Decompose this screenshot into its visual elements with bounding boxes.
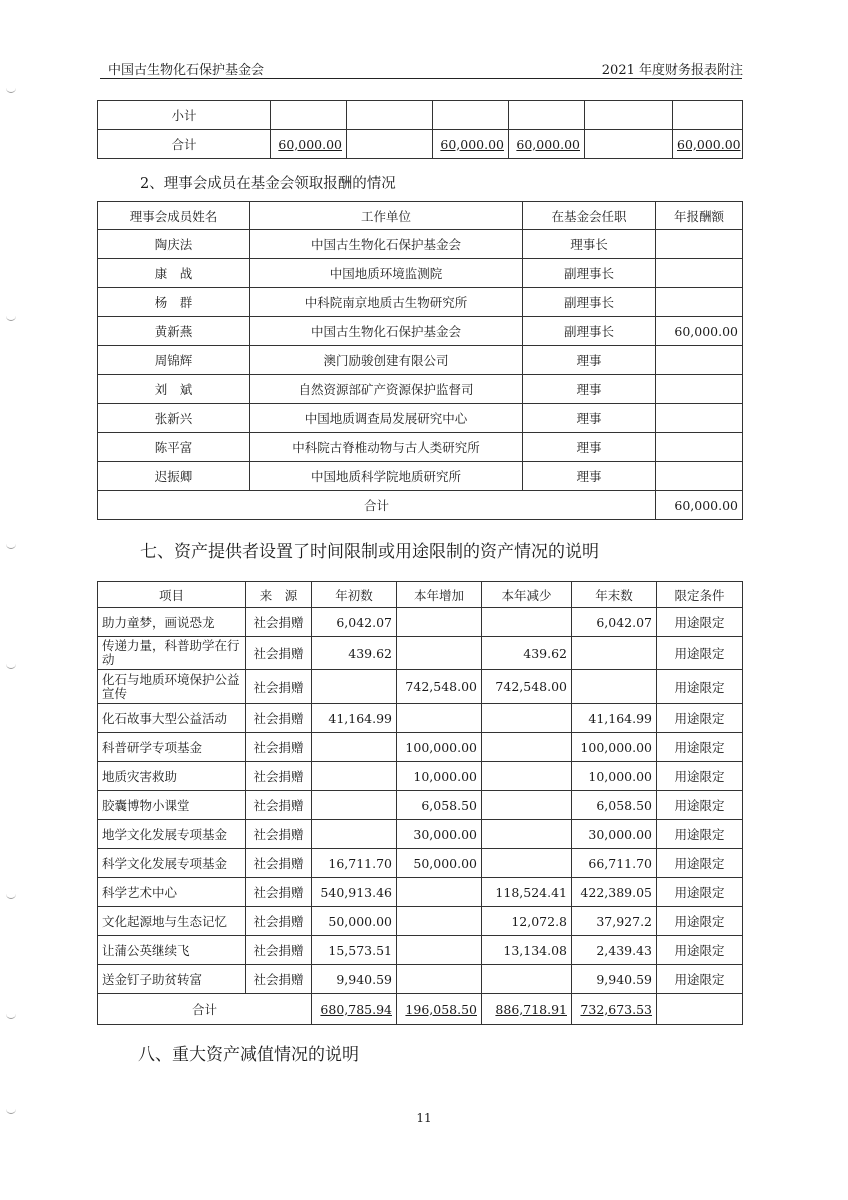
item-name: 胶囊博物小课堂 (98, 791, 246, 820)
member-pay (656, 404, 743, 433)
table-row (98, 375, 743, 404)
item-source: 社会捐赠 (246, 637, 312, 670)
table-row (98, 791, 743, 820)
member-role: 理事长 (523, 230, 656, 259)
table-row (98, 404, 743, 433)
item-cond: 用途限定 (657, 733, 743, 762)
item-end: 9,940.59 (572, 965, 657, 994)
item-name: 科普研学专项基金 (98, 733, 246, 762)
table-row (98, 433, 743, 462)
item-name: 化石故事大型公益活动 (98, 704, 246, 733)
member-role: 理事 (523, 433, 656, 462)
member-name: 刘 斌 (98, 375, 250, 404)
item-begin: 16,711.70 (312, 849, 397, 878)
table-row (98, 462, 743, 491)
member-pay (656, 288, 743, 317)
item-name: 文化起源地与生态记忆 (98, 907, 246, 936)
item-dec (482, 608, 572, 637)
member-name: 张新兴 (98, 404, 250, 433)
item-source: 社会捐赠 (246, 733, 312, 762)
item-begin (312, 733, 397, 762)
table-row (98, 965, 743, 994)
member-org: 中科院古脊椎动物与古人类研究所 (250, 433, 523, 462)
member-pay (656, 230, 743, 259)
table-row (98, 907, 743, 936)
member-pay (656, 346, 743, 375)
member-pay (656, 433, 743, 462)
member-role: 副理事长 (523, 288, 656, 317)
member-pay: 60,000.00 (656, 317, 743, 346)
item-end (572, 637, 657, 670)
item-begin: 9,940.59 (312, 965, 397, 994)
item-cond: 用途限定 (657, 704, 743, 733)
table-total-row (98, 994, 743, 1025)
item-dec: 13,134.08 (482, 936, 572, 965)
item-dec (482, 704, 572, 733)
table-row (98, 346, 743, 375)
member-role: 理事 (523, 404, 656, 433)
item-inc: 50,000.00 (397, 849, 482, 878)
item-end: 6,042.07 (572, 608, 657, 637)
row-label: 小计 (98, 101, 271, 130)
item-dec (482, 965, 572, 994)
table-row (98, 670, 743, 704)
item-cond: 用途限定 (657, 878, 743, 907)
col-header: 项目 (98, 582, 246, 608)
member-name: 陶庆法 (98, 230, 250, 259)
col-header: 本年减少 (482, 582, 572, 608)
item-name: 科学文化发展专项基金 (98, 849, 246, 878)
col-header: 理事会成员姓名 (98, 202, 250, 230)
restricted-assets-table (97, 581, 743, 1025)
item-source: 社会捐赠 (246, 907, 312, 936)
item-dec (482, 733, 572, 762)
item-end: 6,058.50 (572, 791, 657, 820)
item-inc: 100,000.00 (397, 733, 482, 762)
col-header: 在基金会任职 (523, 202, 656, 230)
item-end: 422,389.05 (572, 878, 657, 907)
item-end: 10,000.00 (572, 762, 657, 791)
member-role: 理事 (523, 462, 656, 491)
member-name: 康 战 (98, 259, 250, 288)
table-row (98, 230, 743, 259)
member-name: 黄新燕 (98, 317, 250, 346)
table-cell (585, 101, 673, 130)
binder-mark (6, 540, 16, 549)
total-inc: 196,058.50 (397, 994, 482, 1025)
table-row (98, 704, 743, 733)
col-header: 年初数 (312, 582, 397, 608)
item-source: 社会捐赠 (246, 608, 312, 637)
item-inc (397, 965, 482, 994)
item-name: 地学文化发展专项基金 (98, 820, 246, 849)
item-cond: 用途限定 (657, 670, 743, 704)
col-header: 来 源 (246, 582, 312, 608)
item-source: 社会捐赠 (246, 762, 312, 791)
item-dec: 118,524.41 (482, 878, 572, 907)
item-name: 化石与地质环境保护公益宣传 (98, 670, 246, 704)
member-org: 中国地质调查局发展研究中心 (250, 404, 523, 433)
table-row (98, 259, 743, 288)
table-row (98, 762, 743, 791)
item-name: 让蒲公英继续飞 (98, 936, 246, 965)
item-cond: 用途限定 (657, 849, 743, 878)
item-inc (397, 907, 482, 936)
item-inc (397, 608, 482, 637)
table-cell (585, 130, 673, 159)
col-header: 年报酬额 (656, 202, 743, 230)
item-source: 社会捐赠 (246, 965, 312, 994)
table-row (98, 733, 743, 762)
member-role: 理事 (523, 346, 656, 375)
item-cond: 用途限定 (657, 762, 743, 791)
item-name: 地质灾害救助 (98, 762, 246, 791)
item-cond: 用途限定 (657, 820, 743, 849)
row-label: 合计 (98, 130, 271, 159)
binder-mark (6, 84, 16, 93)
table-cell (271, 101, 347, 130)
member-org: 中科院南京地质古生物研究所 (250, 288, 523, 317)
item-cond: 用途限定 (657, 965, 743, 994)
item-name: 助力童梦，画说恐龙 (98, 608, 246, 637)
item-begin: 439.62 (312, 637, 397, 670)
binder-mark (6, 660, 16, 669)
item-dec: 12,072.8 (482, 907, 572, 936)
item-name: 科学艺术中心 (98, 878, 246, 907)
item-end: 2,439.43 (572, 936, 657, 965)
table-cell: 60,000.00 (433, 130, 509, 159)
total-value: 60,000.00 (656, 491, 743, 520)
item-source: 社会捐赠 (246, 936, 312, 965)
member-org: 中国古生物化石保护基金会 (250, 230, 523, 259)
item-begin (312, 670, 397, 704)
item-dec: 742,548.00 (482, 670, 572, 704)
col-header: 限定条件 (657, 582, 743, 608)
item-source: 社会捐赠 (246, 820, 312, 849)
item-source: 社会捐赠 (246, 704, 312, 733)
table-row (98, 637, 743, 670)
table-cell: 60,000.00 (271, 130, 347, 159)
total-end: 732,673.53 (572, 994, 657, 1025)
item-dec (482, 849, 572, 878)
item-begin: 6,042.07 (312, 608, 397, 637)
section2-title: 2、理事会成员在基金会领取报酬的情况 (140, 176, 396, 192)
table-cell (433, 101, 509, 130)
member-name: 迟振卿 (98, 462, 250, 491)
col-header: 本年增加 (397, 582, 482, 608)
member-org: 中国古生物化石保护基金会 (250, 317, 523, 346)
table-total-row (98, 491, 743, 520)
total-cond (657, 994, 743, 1025)
total-begin: 680,785.94 (312, 994, 397, 1025)
table-row (98, 878, 743, 907)
page-number: 11 (416, 1111, 432, 1125)
table-row (98, 130, 743, 159)
item-begin (312, 791, 397, 820)
item-begin: 50,000.00 (312, 907, 397, 936)
table-header-row (98, 202, 743, 230)
member-name: 杨 群 (98, 288, 250, 317)
binder-mark (6, 1010, 16, 1019)
item-begin (312, 820, 397, 849)
table-cell (347, 130, 433, 159)
section7-title: 七、资产提供者设置了时间限制或用途限制的资产情况的说明 (140, 542, 599, 562)
member-org: 自然资源部矿产资源保护监督司 (250, 375, 523, 404)
top-summary-table (97, 100, 743, 159)
member-role: 副理事长 (523, 259, 656, 288)
member-org: 澳门励骏创建有限公司 (250, 346, 523, 375)
total-label: 合计 (98, 994, 312, 1025)
member-role: 理事 (523, 375, 656, 404)
col-header: 年末数 (572, 582, 657, 608)
item-end: 41,164.99 (572, 704, 657, 733)
binder-mark (6, 312, 16, 321)
item-inc (397, 637, 482, 670)
item-cond: 用途限定 (657, 791, 743, 820)
item-begin: 540,913.46 (312, 878, 397, 907)
header-rule (100, 78, 742, 79)
table-row (98, 608, 743, 637)
item-cond: 用途限定 (657, 637, 743, 670)
item-inc (397, 878, 482, 907)
table-row (98, 288, 743, 317)
item-inc: 10,000.00 (397, 762, 482, 791)
item-begin (312, 762, 397, 791)
table-header-row (98, 582, 743, 608)
item-begin: 15,573.51 (312, 936, 397, 965)
table-row (98, 820, 743, 849)
item-end: 100,000.00 (572, 733, 657, 762)
item-dec (482, 791, 572, 820)
item-name: 传递力量，科普助学在行动 (98, 637, 246, 670)
member-pay (656, 462, 743, 491)
table-cell: 60,000.00 (509, 130, 585, 159)
section8-title: 八、重大资产减值情况的说明 (138, 1045, 359, 1065)
item-end (572, 670, 657, 704)
member-pay (656, 375, 743, 404)
item-inc: 742,548.00 (397, 670, 482, 704)
total-label: 合计 (98, 491, 656, 520)
table-row (98, 849, 743, 878)
member-org: 中国地质科学院地质研究所 (250, 462, 523, 491)
table-row (98, 317, 743, 346)
member-name: 陈平富 (98, 433, 250, 462)
member-role: 副理事长 (523, 317, 656, 346)
item-source: 社会捐赠 (246, 670, 312, 704)
item-inc: 30,000.00 (397, 820, 482, 849)
member-pay (656, 259, 743, 288)
item-cond: 用途限定 (657, 907, 743, 936)
item-dec: 439.62 (482, 637, 572, 670)
item-name: 送金钉子助贫转富 (98, 965, 246, 994)
table-cell: 60,000.00 (673, 130, 743, 159)
total-dec: 886,718.91 (482, 994, 572, 1025)
board-pay-table (97, 201, 743, 520)
item-inc (397, 936, 482, 965)
item-cond: 用途限定 (657, 936, 743, 965)
table-cell (509, 101, 585, 130)
item-inc: 6,058.50 (397, 791, 482, 820)
item-dec (482, 820, 572, 849)
item-source: 社会捐赠 (246, 878, 312, 907)
table-row (98, 101, 743, 130)
item-inc (397, 704, 482, 733)
binder-mark (6, 890, 16, 899)
table-row (98, 936, 743, 965)
item-begin: 41,164.99 (312, 704, 397, 733)
table-cell (347, 101, 433, 130)
item-dec (482, 762, 572, 791)
table-cell (673, 101, 743, 130)
item-cond: 用途限定 (657, 608, 743, 637)
col-header: 工作单位 (250, 202, 523, 230)
member-org: 中国地质环境监测院 (250, 259, 523, 288)
item-source: 社会捐赠 (246, 791, 312, 820)
header-org-name: 中国古生物化石保护基金会 (108, 63, 265, 78)
item-source: 社会捐赠 (246, 849, 312, 878)
item-end: 66,711.70 (572, 849, 657, 878)
item-end: 37,927.2 (572, 907, 657, 936)
header-report-title: 2021 年度财务报表附注 (601, 63, 743, 78)
item-end: 30,000.00 (572, 820, 657, 849)
member-name: 周锦辉 (98, 346, 250, 375)
